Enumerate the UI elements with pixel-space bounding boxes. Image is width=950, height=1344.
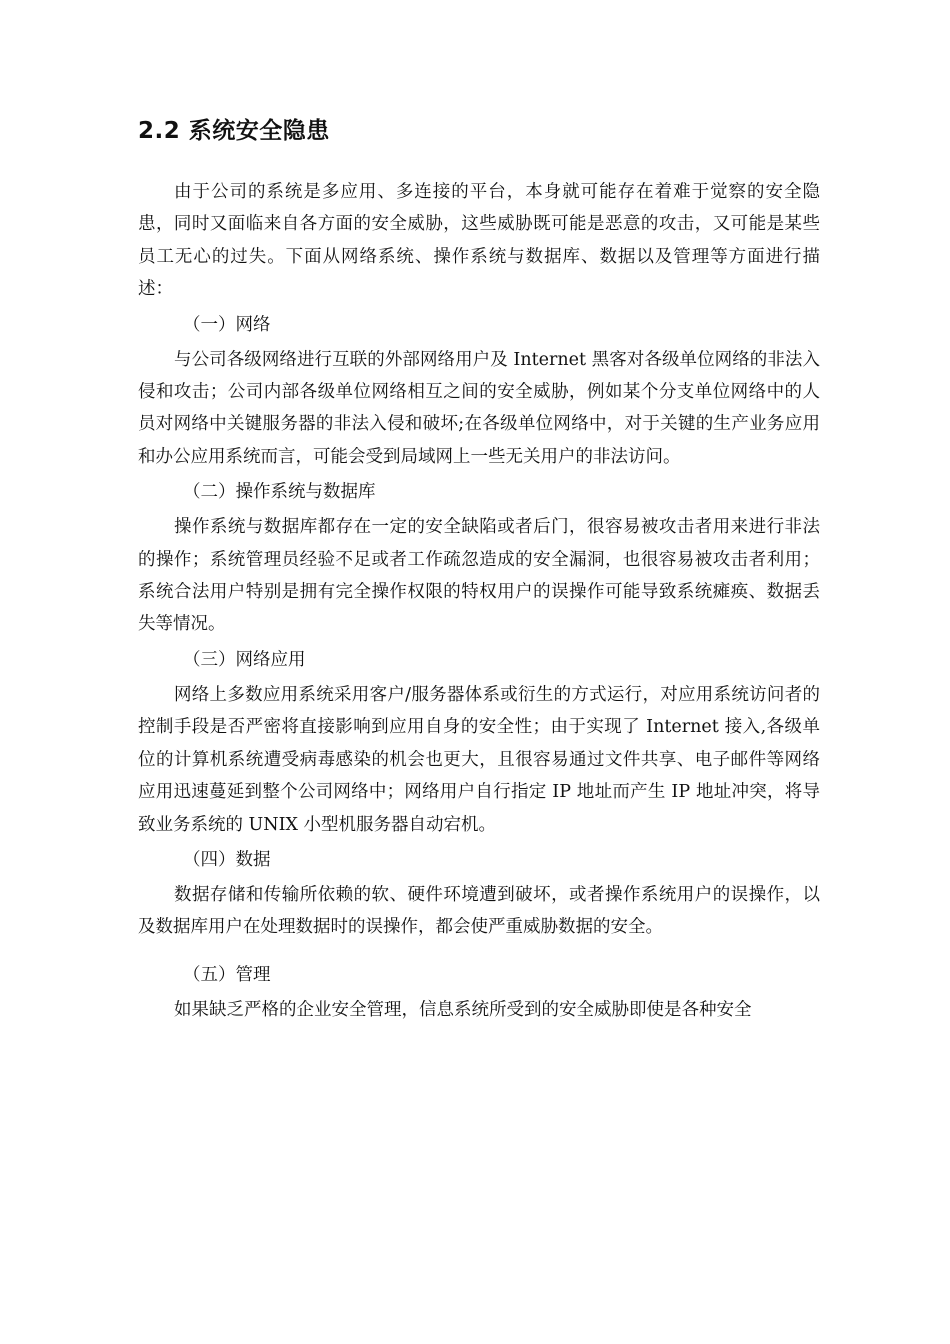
section-heading: 2.2 系统安全隐患 [138,118,330,144]
subsection-title-management: （五）管理 [183,964,271,985]
intro-paragraph: 由于公司的系统是多应用、多连接的平台，本身就可能存在着难于觉察的安全隐患，同时又面临来自各方面的安全威胁，这些威胁既可能是恶意的攻击，又可能是某些员工无心的过失。下面从网络系统、操作系统与数据库、数据以及管理等方面进行描述： [138,182,820,300]
subsection-title-os-database: （二）操作系统与数据库 [183,482,376,503]
paragraph-management: 如果缺乏严格的企业安全管理，信息系统所受到的安全威胁即使是各种安全 [174,999,752,1020]
document-body [138,176,820,1026]
paragraph-data: 数据存储和传输所依赖的软、硬件环境遭到破坏，或者操作系统用户的误操作，以及数据库用户在处理数据时的误操作，都会使严重威胁数据的安全。 [138,884,820,938]
subsection-title-network-apps: （三）网络应用 [183,649,306,670]
paragraph-os-database: 操作系统与数据库都存在一定的安全缺陷或者后门，很容易被攻击者用来进行非法的操作；系统管理员经验不足或者工作疏忽造成的安全漏洞，也很容易被攻击者利用；系统合法用户特别是拥有完全操作权限的特权用户的误操作可能导致系统瘫痪、数据丢失等情况。 [138,517,820,635]
paragraph-network: 与公司各级网络进行互联的外部网络用户及 Internet 黑客对各级单位网络的非法入侵和攻击；公司内部各级单位网络相互之间的安全威胁，例如某个分支单位网络中的人员对网络中关键服务器的非法入侵和破坏;在各级单位网络中，对于关键的生产业务应用和办公应用系统而言，可能会受到局域网上一些无关用户的非法访问。 [138,349,820,467]
subsection-title-network: （一）网络 [183,314,271,335]
subsection-title-data: （四）数据 [183,849,271,870]
paragraph-network-apps: 网络上多数应用系统采用客户/服务器体系或衍生的方式运行，对应用系统访问者的控制手段是否严密将直接影响到应用自身的安全性；由于实现了 Internet 接入,各级单位的计算机系统遭受病毒感染的机会也更大，且很容易通过文件共享、电子邮件等网络应用迅速蔓延到整个公司网络中；网络用户自行指定 IP 地址而产生 IP 地址冲突，将导致业务系统的 UNIX 小型机服务器自动宕机。 [138,684,820,835]
